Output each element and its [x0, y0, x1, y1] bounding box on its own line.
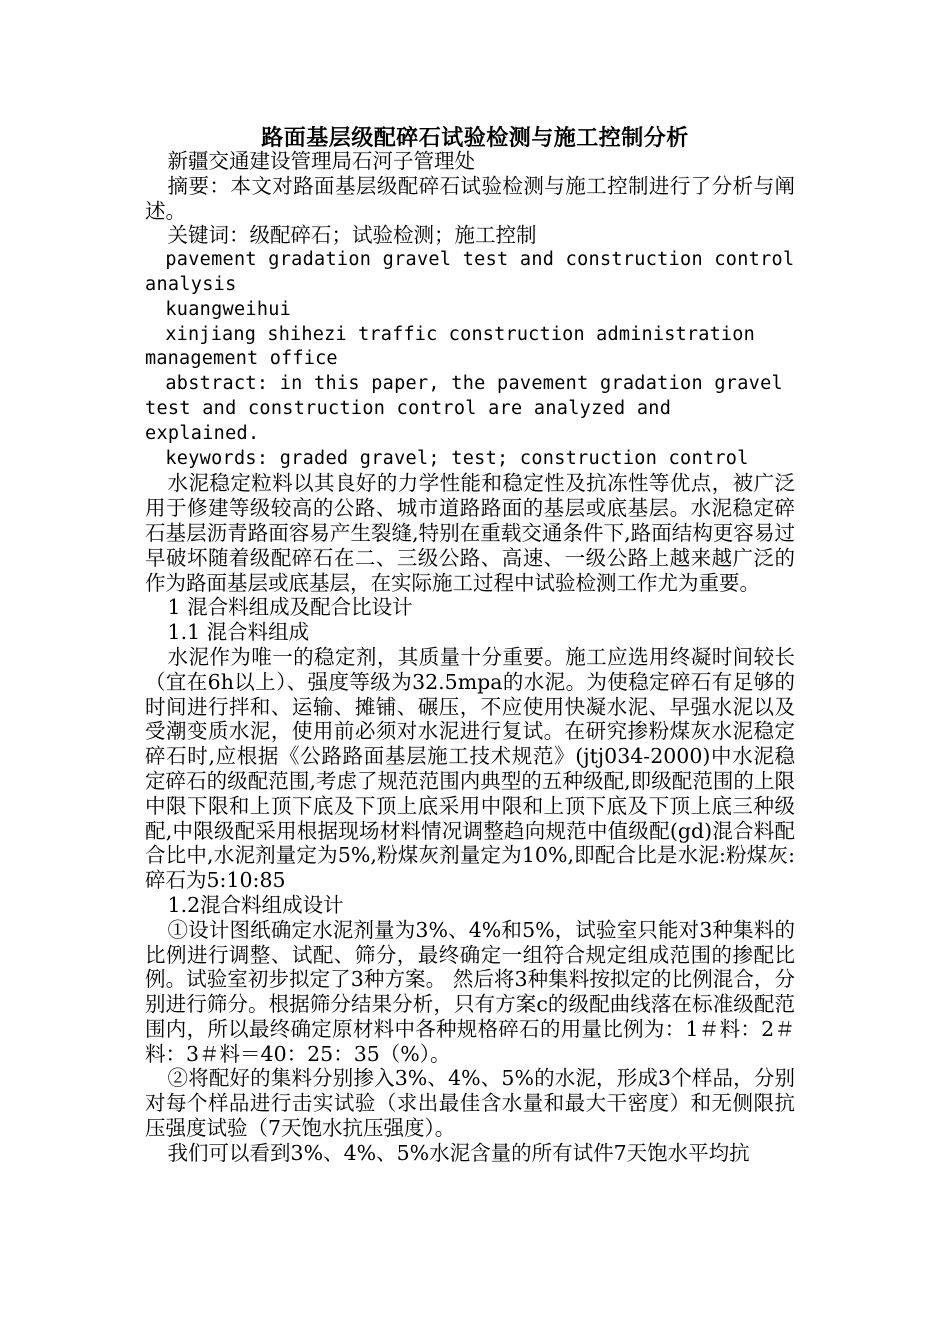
affiliation-en: xinjiang shihezi traffic construction administration management office: [145, 323, 755, 370]
paragraph-design-2: ②将配好的集料分别掺入3%、4%、5%的水泥，形成3个样品，分别对每个样品进行击实试验（求出最佳含水量和最大干密度）和无侧限抗压强度试验（7天饱水抗压强度）。: [145, 1066, 795, 1141]
document-title: 路面基层级配碎石试验检测与施工控制分析: [261, 125, 689, 151]
section-heading-1-1: 1.1 混合料组成: [167, 620, 310, 645]
affiliation: 新疆交通建设管理局石河子管理处: [167, 149, 476, 173]
intro-paragraph: 水泥稳定粒料以其良好的力学性能和稳定性及抗冻性等优点，被广泛用于修建等级较高的公路、城市道路路面的基层或底基层。水泥稳定碎石基层沥青路面容易产生裂缝,特别在重载交通条件下,路面结构更容易过早破坏随着级配碎石在二、三级公路、高速、一级公路上越来越广泛的作为路面基层或底基层，在实际施工过程中试验检测工作尤为重要。: [145, 471, 795, 595]
section-heading-1-2: 1.2混合料组成设计: [167, 892, 344, 917]
document-body: [145, 149, 795, 1166]
keywords-en: keywords: graded gravel; test; construction control: [165, 447, 749, 469]
paragraph-cement: 水泥作为唯一的稳定剂，其质量十分重要。施工应选用终凝时间较长（宜在6h以上）、强度等级为32.5mpa的水泥。为使稳定碎石有足够的时间进行拌和、运输、摊铺、碾压，不应使用快凝水泥、早强水泥以及受潮变质水泥，使用前必须对水泥进行复试。在研究掺粉煤灰水泥稳定碎石时,应根据《公路路面基层施工技术规范》(jtj034-2000)中水泥稳定碎石的级配范围,考虑了规范范围内典型的五种级配,即级配范围的上限中限下限和上顶下底及下顶上底采用中限和上顶下底及下顶上底三种级配,中限级配采用根据现场材料情况调整趋向规范中值级配(gd)混合料配合比中,水泥剂量定为5%,粉煤灰剂量定为10%,即配合比是水泥:粉煤灰:碎石为5:10:85: [145, 644, 795, 893]
abstract-en: abstract: in this paper, the pavement gradation gravel test and construction control are analyzed and explained.: [145, 373, 783, 444]
title-en: pavement gradation gravel test and construction control analysis: [145, 249, 795, 295]
section-heading-1: 1 混合料组成及配合比设计: [167, 595, 413, 620]
paragraph-design-1: ①设计图纸确定水泥剂量为3%、4%和5%，试验室只能对3种集料的比例进行调整、试配、筛分，最终确定一组符合规定组成范围的掺配比例。试验室初步拟定了3种方案。 然后将3种集料按拟定的比例混合，分别进行筛分。根据筛分结果分析，只有方案c的级配曲线落在标准级配范围内，所以最终确定原材料中各种规格碎石的用量比例为：1＃料：2＃料：3＃料＝40：25：35（%）。: [145, 917, 795, 1066]
author-en: kuangweihui: [165, 298, 292, 320]
keywords-cn: 关键词：级配碎石；试验检测；施工控制: [167, 223, 537, 248]
paragraph-results: 我们可以看到3%、4%、5%水泥含量的所有试件7天饱水平均抗: [167, 1140, 750, 1165]
abstract-cn: 摘要：本文对路面基层级配碎石试验检测与施工控制进行了分析与阐述。: [145, 173, 795, 223]
